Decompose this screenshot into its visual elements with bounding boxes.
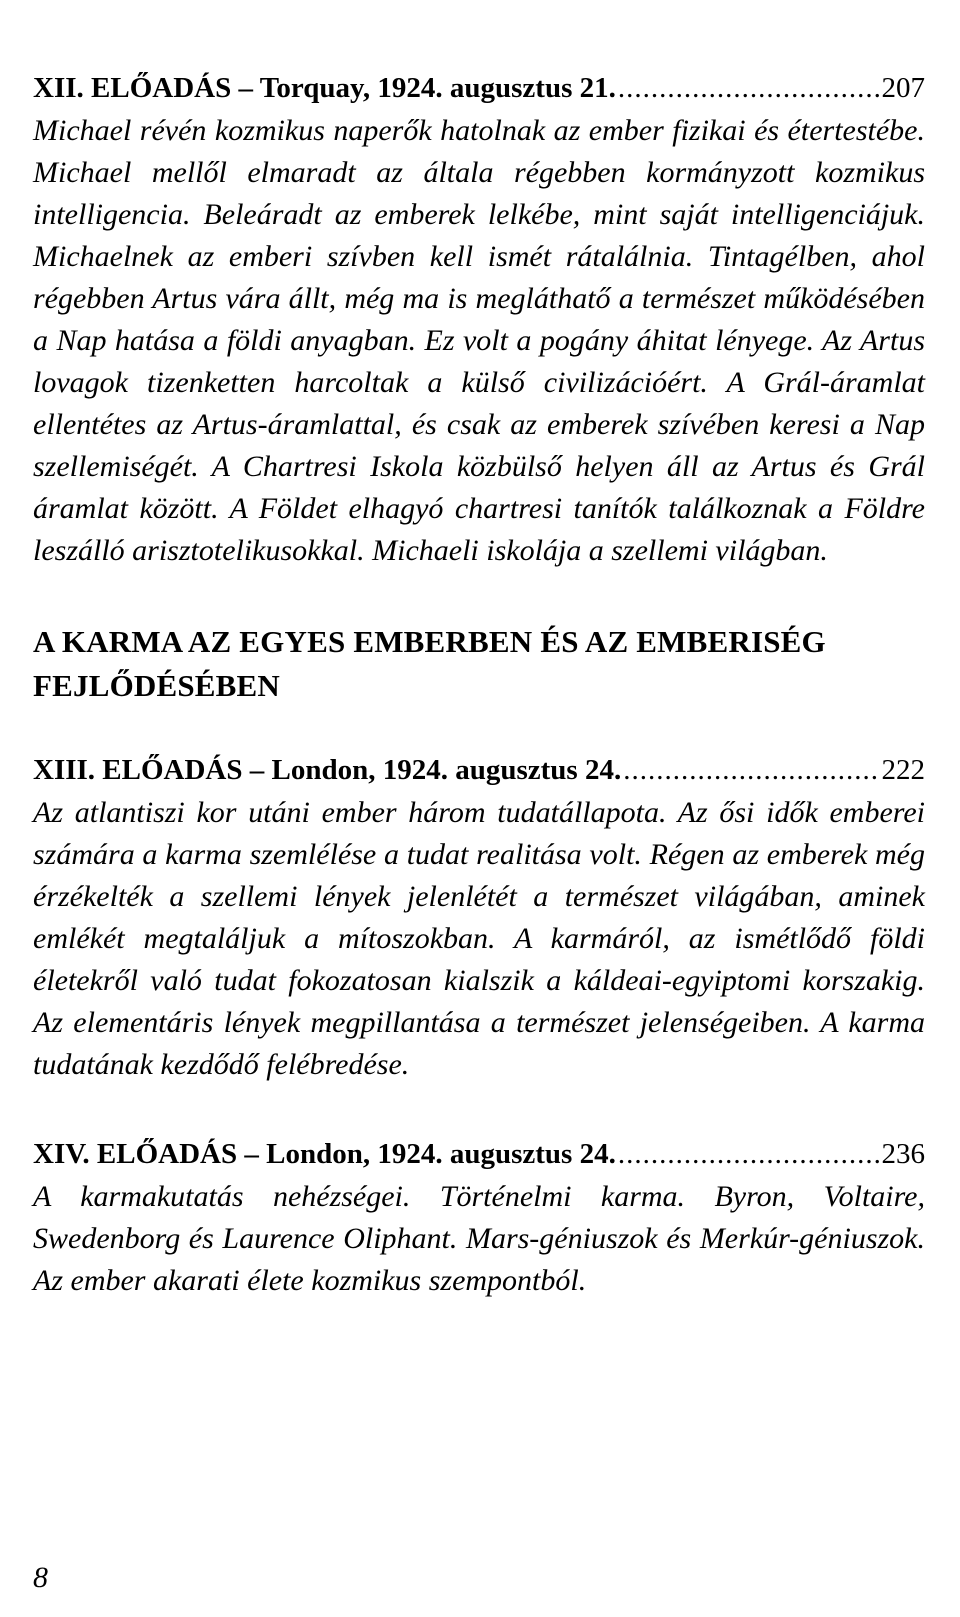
dot-leader (618, 68, 880, 108)
toc-entry-title: XIII. ELŐADÁS – London, 1924. augusztus 24. (33, 754, 622, 786)
toc-entry-heading (33, 68, 925, 108)
section-heading: A KARMA AZ EGYES EMBERBEN ÉS AZ EMBERISÉG FEJLŐDÉSÉBEN (33, 624, 826, 703)
toc-entry-summary: Az atlantiszi kor utáni ember három tudatállapota. Az ősi idők emberei számára a karma szemlélése a tudat realitása volt. Régen az emberek még érzékelték a szellemi lények jelenlétét a természet világában, aminek emlékét megtaláljuk a mítoszokban. A karmáról, az ismétlődő földi életekről való tudat fokozatosan kialszik a káldeai-egyiptomi korszakig. Az elementáris lények megpillantása a természet jelenségeiben. A karma tudatának kezdődő felébredése. (33, 796, 925, 1081)
dot-leader (623, 750, 879, 790)
toc-entry-page: 236 (881, 1138, 925, 1170)
toc-entry-summary: A karmakutatás nehézségei. Történelmi karma. Byron, Voltaire, Swedenborg és Laurence Oliphant. Mars-géniuszok és Merkúr-géniuszok. Az ember akarati élete kozmikus szempontból. (33, 1180, 925, 1297)
toc-entry-summary: Michael révén kozmikus naperők hatolnak az ember fizikai és étertestébe. Michael mellől elmaradt az általa régebben kormányzott kozmikus intelligencia. Beleáradt az emberek lelkébe, mint saját intelligenciájuk. Michaelnek az emberi szívben kell ismét rátalálnia. Tintagélben, ahol régebben Artus vára állt, még ma is megláthatő a természet működésében a Nap hatása a földi anyagban. Ez volt a pogány áhitat lényege. Az Artus lovagok tizenketten harcoltak a külső civilizációért. A Grál-áramlat ellentétes az Artus-áramlattal, és csak az emberek szívében keresi a Nap szellemiségét. A Chartresi Iskola közbülső helyen áll az Artus és Grál áramlat között. A Földet elhagyó chartresi tanítók találkoznak a Földre leszálló arisztotelikusokkal. Michaeli iskolája a szellemi világban. (33, 114, 925, 567)
toc-entry-page: 207 (881, 72, 925, 104)
toc-entry-title: XIV. ELŐADÁS – London, 1924. augusztus 24. (33, 1138, 616, 1170)
toc-entry-lecture-14 (33, 1134, 925, 1302)
toc-entry-heading (33, 750, 925, 790)
toc-entry-lecture-12 (33, 68, 925, 572)
toc-entry-heading (33, 1134, 925, 1174)
table-of-contents (33, 68, 925, 1350)
dot-leader (618, 1134, 880, 1174)
toc-entry-lecture-13 (33, 750, 925, 1086)
toc-entry-title: XII. ELŐADÁS – Torquay, 1924. augusztus 21. (33, 72, 616, 104)
page-number: 8 (33, 1561, 48, 1594)
toc-entry-page: 222 (881, 754, 925, 786)
